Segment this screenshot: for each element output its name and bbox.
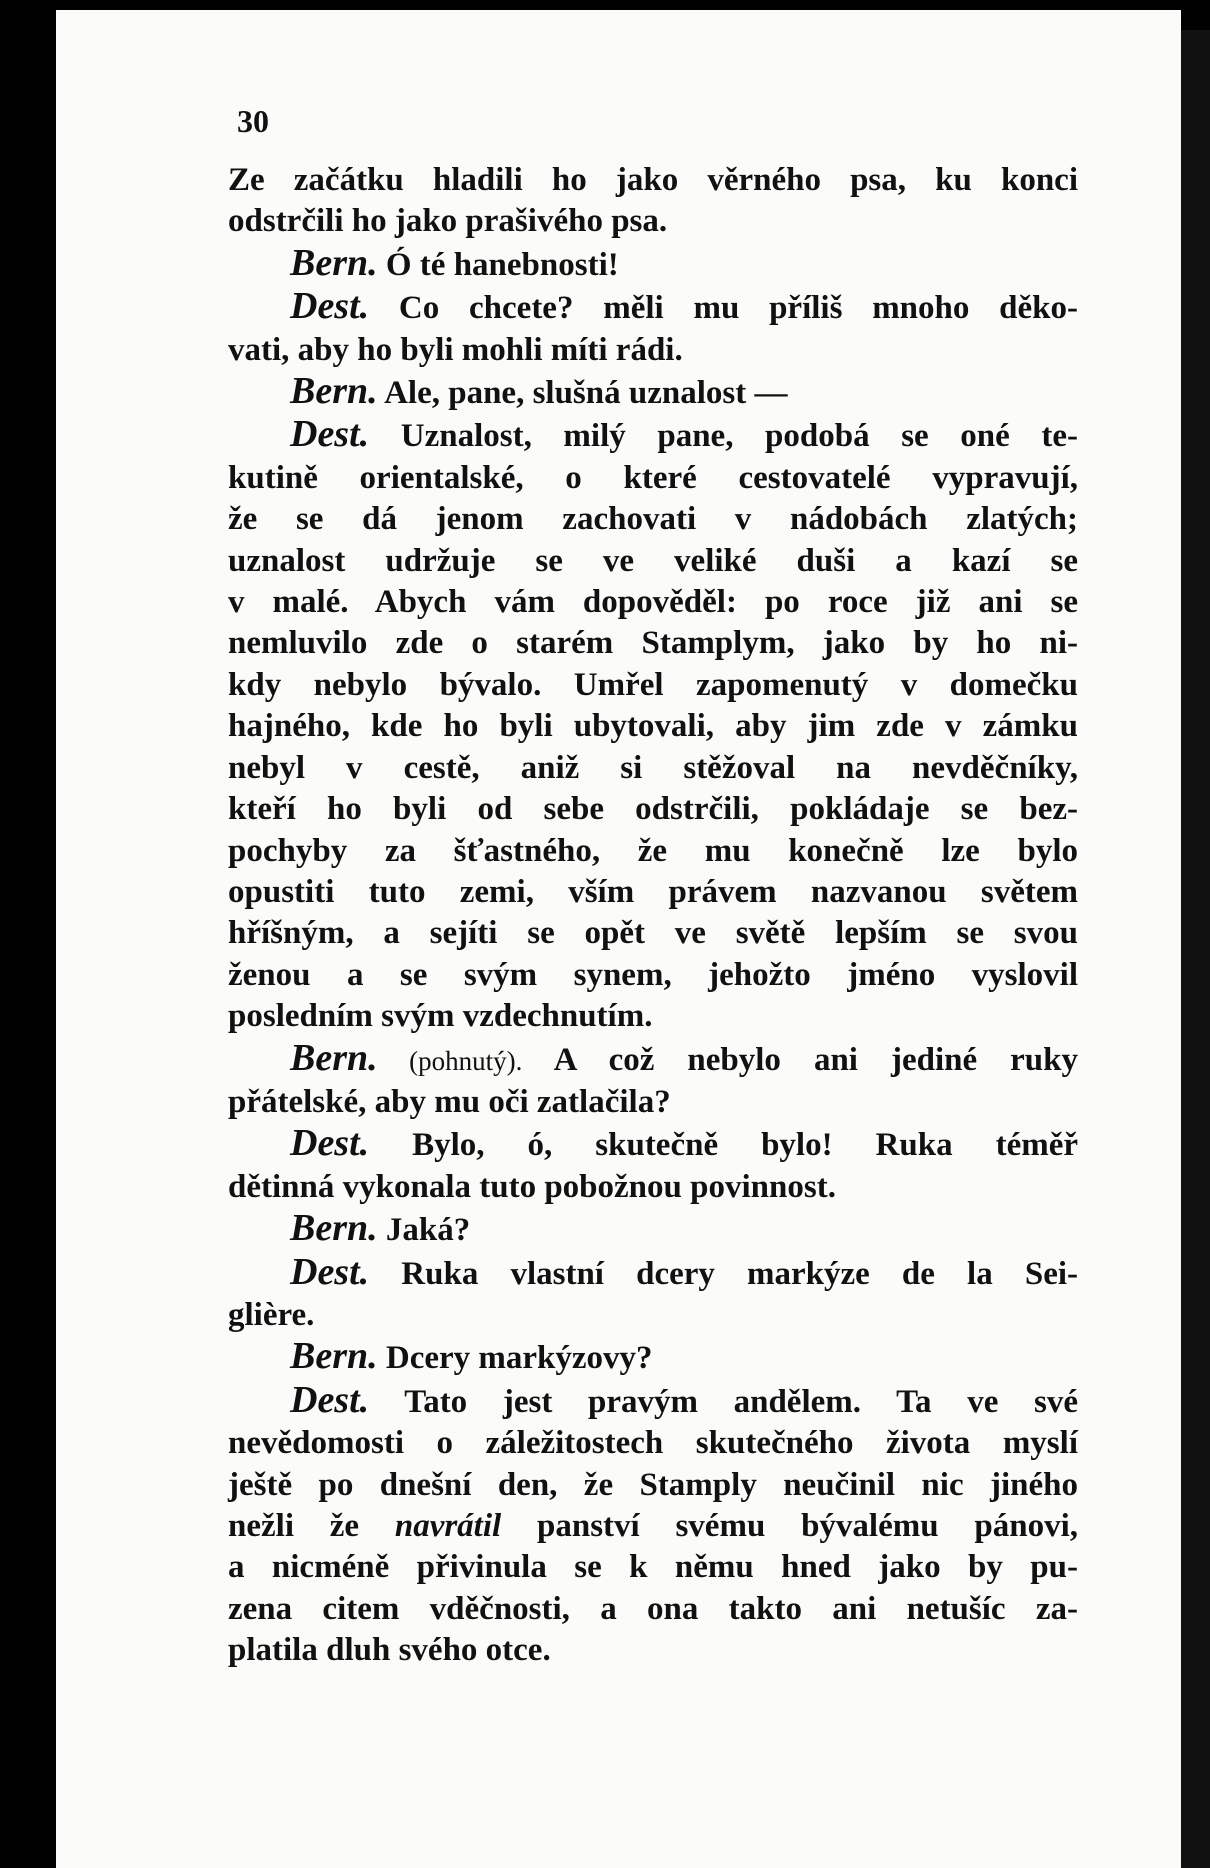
line-text: Tato jest pravým andělem. Ta ve své [369, 1383, 1078, 1420]
text-line [228, 1123, 1078, 1166]
text-line [228, 243, 1078, 286]
text-line [228, 1082, 1078, 1123]
line-text: kteří ho byli od sebe odstrčili, pokládaje se bez- [228, 791, 1078, 828]
text-line [228, 541, 1078, 582]
line-text: ještě po dnešní den, že Stamply neučinil nic jiného [228, 1466, 1078, 1503]
text-line [228, 665, 1078, 706]
line-text: nevědomosti o záležitostech skutečného života myslí [228, 1425, 1078, 1462]
text-line [228, 748, 1078, 789]
speaker-name: Bern. [290, 1036, 378, 1079]
text-line [228, 623, 1078, 664]
text-line [228, 1038, 1078, 1082]
text-line [228, 330, 1078, 371]
line-text: uznalost udržuje se ve veliké duši a kazí se [228, 542, 1078, 579]
line-text: ženou a se svým synem, jehožto jméno vyslovil [228, 956, 1078, 993]
line-text: nebyl v cestě, aniž si stěžoval na nevděčníky, [228, 749, 1078, 786]
line-text: Uznalost, milý pane, podobá se oné te- [369, 418, 1078, 455]
line-text: v malé. Abych vám dopověděl: po roce již ani se [228, 584, 1078, 621]
speaker-name: Dest. [290, 1250, 370, 1293]
line-text: A což nebylo ani jediné ruky [522, 1041, 1078, 1078]
line-text: dětinná vykonala tuto pobožnou povinnost. [228, 1168, 836, 1205]
text-line [228, 1589, 1078, 1630]
text-line [228, 996, 1078, 1037]
text-line [228, 499, 1078, 540]
line-text: odstrčili ho jako prašivého psa. [228, 203, 668, 240]
text-line [228, 371, 1078, 414]
text-line [228, 160, 1078, 201]
line-text: hajného, kde ho byli ubytovali, aby jim zde v zámku [228, 708, 1078, 745]
line-text: Ruka vlastní dcery markýze de la Sei- [369, 1255, 1078, 1292]
line-text: Co chcete? měli mu příliš mnoho děko- [369, 290, 1078, 327]
line-text: Bylo, ó, skutečně bylo! Ruka téměř [369, 1127, 1078, 1164]
text-line [228, 414, 1078, 457]
line-text: nemluvilo zde o starém Stamplym, jako by ho ni- [228, 625, 1078, 662]
line-text: kdy nebylo bývalo. Umřel zapomenutý v domečku [228, 666, 1078, 703]
text-line [228, 1295, 1078, 1336]
body-text [228, 160, 1078, 1672]
line-text: Ze začátku hladili ho jako věrného psa, ku konci [228, 162, 1078, 198]
text-line [228, 789, 1078, 830]
speaker-name: Bern. [290, 370, 378, 413]
line-text: Jaká? [377, 1212, 471, 1249]
text-line [228, 872, 1078, 913]
text-line [228, 458, 1078, 499]
line-text: platila dluh svého otce. [228, 1632, 551, 1669]
text-line [228, 1208, 1078, 1251]
line-text: opustiti tuto zemi, vším právem nazvanou světem [228, 873, 1078, 910]
text-line [228, 1506, 1078, 1547]
text-line [228, 955, 1078, 996]
line-text: že se dá jenom zachovati v nádobách zlatých; [228, 501, 1078, 538]
speaker-name: Bern. [290, 241, 378, 284]
text-line [228, 582, 1078, 623]
text-line [228, 1630, 1078, 1671]
page-number: 30 [237, 103, 269, 139]
line-text: přátelské, aby mu oči zatlačila? [228, 1083, 671, 1120]
line-text: a nicméně přivinula se k němu hned jako by pu- [228, 1549, 1078, 1586]
text-line [228, 286, 1078, 329]
line-text: hříšným, a sejíti se opět ve světě lepším se svou [228, 915, 1078, 952]
text-line [228, 201, 1078, 242]
text-line [228, 1336, 1078, 1379]
text-line [228, 913, 1078, 954]
line-text: Dcery markýzovy? [377, 1340, 653, 1377]
line-text: posledním svým vzdechnutím. [228, 998, 653, 1035]
speaker-name: Bern. [290, 1335, 378, 1378]
emphasized-text: navrátil [394, 1508, 502, 1544]
text-line [228, 1167, 1078, 1208]
line-text: glière. [228, 1296, 315, 1333]
line-text: nežli že [228, 1508, 395, 1544]
speaker-name: Bern. [290, 1207, 378, 1250]
line-text: kutině orientalské, o které cestovatelé vypravují, [228, 459, 1078, 496]
text-line [228, 1547, 1078, 1588]
speaker-name: Dest. [290, 1378, 370, 1421]
text-line [228, 706, 1078, 747]
speaker-name: Dest. [290, 413, 370, 456]
text-line [228, 1380, 1078, 1423]
text-line [228, 1465, 1078, 1506]
line-text: zena citem vděčnosti, a ona takto ani netušíc za- [228, 1590, 1078, 1627]
book-binding-edge [1181, 30, 1210, 1868]
text-line [228, 1252, 1078, 1295]
line-text: Ó té hanebnosti! [377, 246, 619, 283]
stage-direction: (pohnutý). [377, 1045, 523, 1076]
line-text: pochyby za šťastného, že mu konečně lze bylo [228, 832, 1078, 869]
speaker-name: Dest. [290, 1122, 370, 1165]
text-line [228, 831, 1078, 872]
text-line [228, 1423, 1078, 1464]
speaker-name: Dest. [290, 285, 370, 328]
line-text: panství svému bývalému pánovi, [501, 1508, 1078, 1544]
line-text: vati, aby ho byli mohli míti rádi. [228, 331, 683, 368]
line-text: Ale, pane, slušná uznalost — [377, 375, 788, 412]
